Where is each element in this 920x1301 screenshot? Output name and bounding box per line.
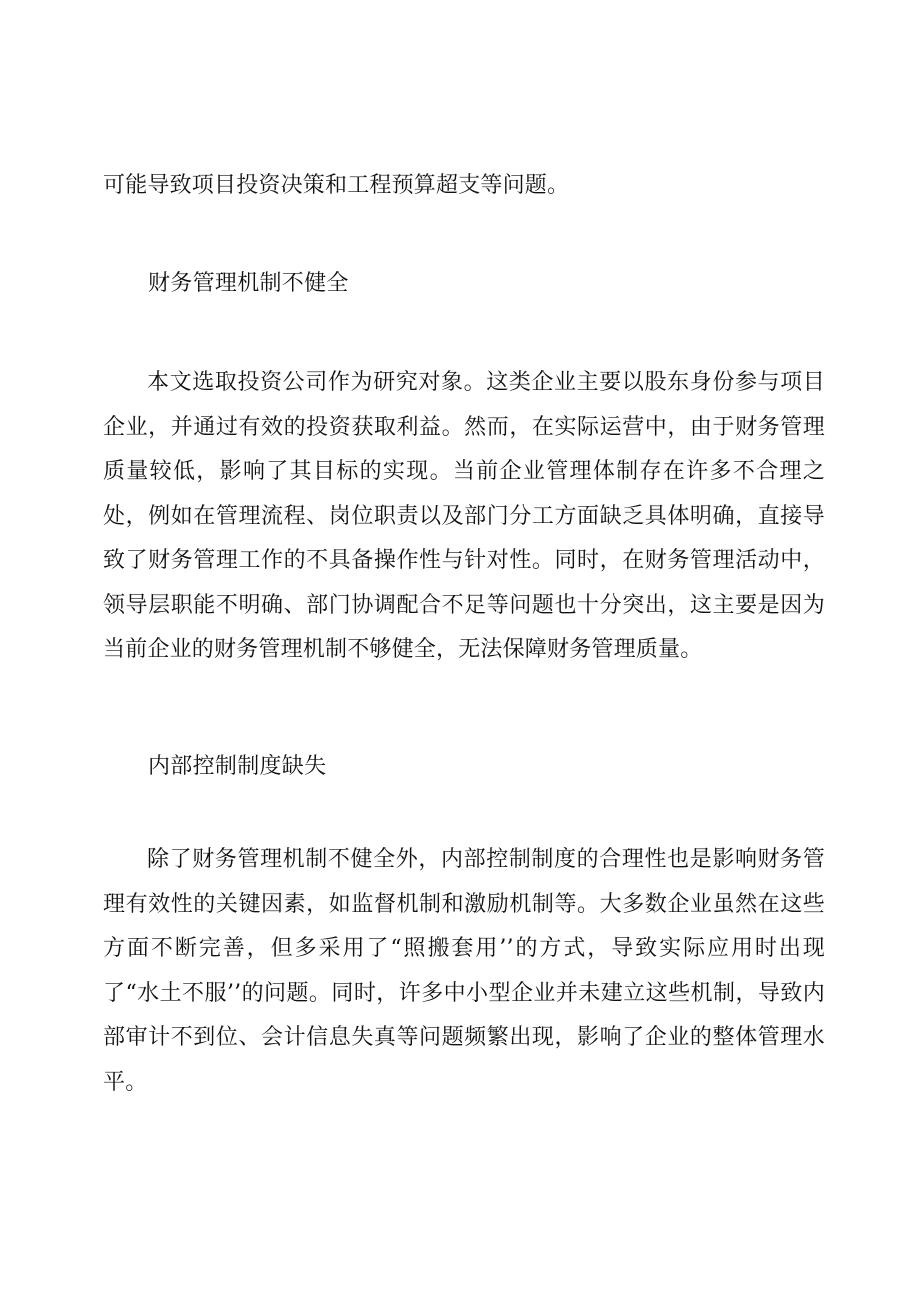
section-heading-financial-management: 财务管理机制不健全 xyxy=(148,271,349,296)
continuation-text: 可能导致项目投资决策和工程预算超支等问题。 xyxy=(103,173,570,198)
section-heading-internal-control: 内部控制制度缺失 xyxy=(148,754,327,779)
paragraph-internal-control: 除了财务管理机制不健全外，内部控制制度的合理性也是影响财务管理有效性的关键因素，如监督机制和激励机制等。大多数企业虽然在这些方面不断完善，但多采用了“照搬套用’’的方式，导致实际应用时出现了“水土不服’’的问题。同时，许多中小型企业并未建立这些机制，导致内部审计不到位、会计信息失真等问题频繁出现，影响了企业的整体管理水平。 xyxy=(103,847,825,1095)
paragraph-financial-management: 本文选取投资公司作为研究对象。这类企业主要以股东身份参与项目企业，并通过有效的投资获取利益。然而，在实际运营中，由于财务管理质量较低，影响了其目标的实现。当前企业管理体制存在许多不合理之处，例如在管理流程、岗位职责以及部门分工方面缺乏具体明确，直接导致了财务管理工作的不具备操作性与针对性。同时，在财务管理活动中，领导层职能不明确、部门协调配合不足等问题也十分突出，这主要是因为当前企业的财务管理机制不够健全，无法保障财务管理质量。 xyxy=(103,370,825,662)
